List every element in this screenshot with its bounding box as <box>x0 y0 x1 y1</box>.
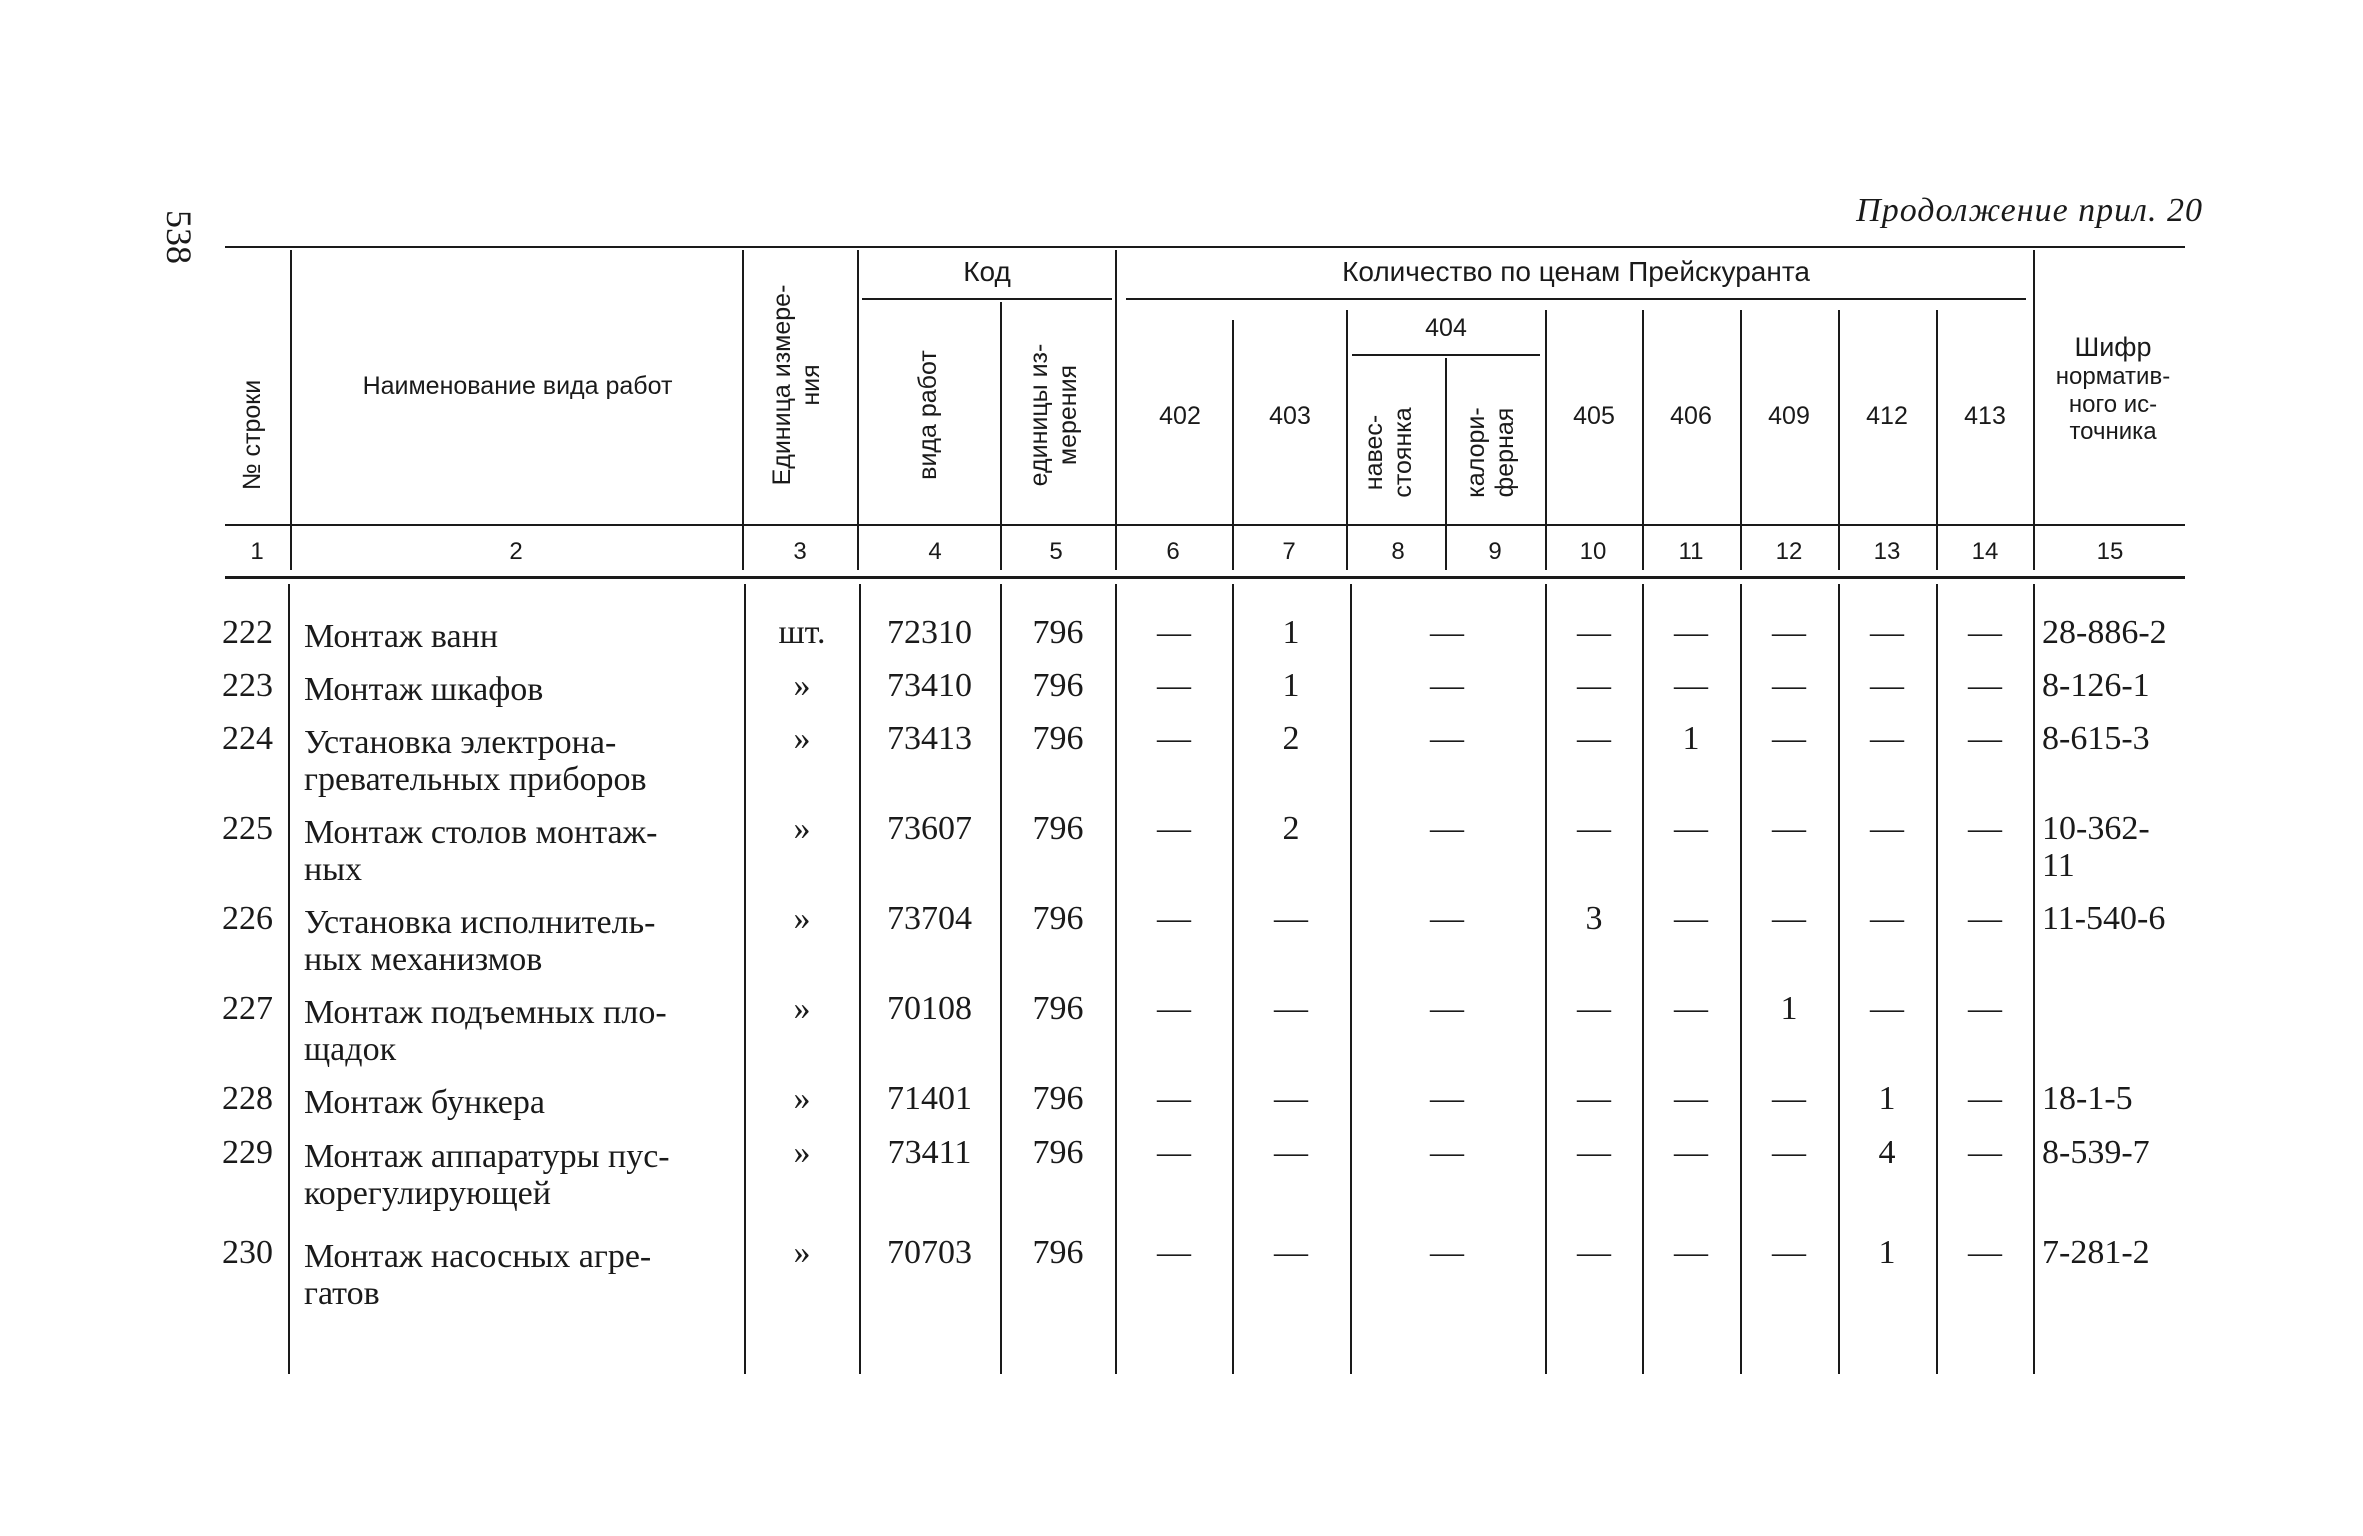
column-number: 11 <box>1678 538 1704 565</box>
vrule <box>1000 584 1002 1374</box>
cell-v412: — <box>1870 720 1904 757</box>
vrule <box>1545 584 1547 1374</box>
column-number: 15 <box>2096 538 2124 565</box>
row-number: 225 <box>222 810 273 847</box>
cell-code: 73410 <box>887 667 972 704</box>
header-qty-group: Количество по ценам Прейскуранта <box>1342 256 1810 287</box>
cell-unit: » <box>793 1134 811 1171</box>
work-name <box>304 671 736 708</box>
column-number: 7 <box>1282 538 1296 565</box>
work-name-line: Монтаж столов монтаж- <box>304 814 658 851</box>
column-number: 9 <box>1488 538 1502 565</box>
work-name-line: гревательных приборов <box>304 761 647 799</box>
column-number: 2 <box>509 538 523 565</box>
column-number: 1 <box>250 538 264 565</box>
column-number: 10 <box>1579 538 1607 565</box>
column-number: 6 <box>1166 538 1180 565</box>
vrule <box>1445 358 1447 570</box>
cell-code: 73411 <box>887 1134 972 1171</box>
cipher <box>2042 1234 2150 1271</box>
cell-v406: — <box>1674 990 1708 1027</box>
cell-v406: — <box>1674 810 1708 847</box>
cell-v413: — <box>1968 667 2002 704</box>
column-number: 8 <box>1391 538 1405 565</box>
cipher-line: 18-1-5 <box>2042 1080 2133 1117</box>
work-name-line: Монтаж шкафов <box>304 671 544 708</box>
header-403: 403 <box>1269 402 1311 430</box>
continuation-caption: Продолжение прил. 20 <box>1856 192 2203 229</box>
work-name-line: Установка исполнитель- <box>304 904 656 941</box>
cell-unit: » <box>793 1234 811 1271</box>
cell-v403: 2 <box>1282 810 1300 847</box>
vrule <box>1838 584 1840 1374</box>
header-work-type: вида работ <box>914 350 942 480</box>
header-code-group: Код <box>963 256 1011 287</box>
cell-v403: 1 <box>1282 667 1300 704</box>
cell-ucode: 796 <box>1032 1080 1084 1117</box>
cell-code: 73413 <box>887 720 972 757</box>
vrule <box>859 584 861 1374</box>
cell-v413: — <box>1968 810 2002 847</box>
cell-v403: 2 <box>1282 720 1300 757</box>
header-cipher: Шифр норматив- ного ис- точника <box>2055 332 2171 446</box>
cell-v413: — <box>1968 720 2002 757</box>
cell-v413: — <box>1968 614 2002 651</box>
work-name <box>304 724 736 799</box>
cipher-line: 8-615-3 <box>2042 720 2150 757</box>
cell-v402: — <box>1157 810 1191 847</box>
cell-v409: — <box>1772 614 1806 651</box>
column-number: 4 <box>928 538 942 565</box>
cell-unit: » <box>793 990 811 1027</box>
vrule <box>742 250 744 570</box>
cell-v412: 4 <box>1878 1134 1896 1171</box>
header-404: 404 <box>1425 314 1467 342</box>
cell-v413: — <box>1968 1134 2002 1171</box>
cell-unit: » <box>793 1080 811 1117</box>
cell-v402: — <box>1157 1234 1191 1271</box>
cell-v406: — <box>1674 614 1708 651</box>
cell-v403: — <box>1274 1234 1308 1271</box>
column-number: 14 <box>1971 538 1999 565</box>
row-number: 223 <box>222 667 273 704</box>
vrule <box>1740 584 1742 1374</box>
cell-v403: 1 <box>1282 614 1300 651</box>
work-name-line: Монтаж бункера <box>304 1084 545 1121</box>
vrule <box>1232 584 1234 1374</box>
cell-ucode: 796 <box>1032 720 1084 757</box>
cell-v406: — <box>1674 667 1708 704</box>
cell-v412: — <box>1870 810 1904 847</box>
cell-v413: — <box>1968 1080 2002 1117</box>
cell-code: 70108 <box>887 990 972 1027</box>
header-409: 409 <box>1768 402 1810 430</box>
cell-v409: — <box>1772 667 1806 704</box>
cipher <box>2042 810 2150 885</box>
cell-v404: — <box>1430 990 1464 1027</box>
cell-v409: — <box>1772 900 1806 937</box>
work-name-line: Установка электрона- <box>304 724 617 761</box>
cell-v409: — <box>1772 1134 1806 1171</box>
cell-unit: » <box>793 900 811 937</box>
vrule <box>1346 310 1348 570</box>
header-unit: Единица измере- ния <box>768 284 825 486</box>
cell-v402: — <box>1157 614 1191 651</box>
cell-unit: » <box>793 810 811 847</box>
cell-v405: 3 <box>1585 900 1603 937</box>
work-name <box>304 618 736 655</box>
cell-v413: — <box>1968 900 2002 937</box>
work-name-line: Монтаж ванн <box>304 618 499 655</box>
cell-v406: 1 <box>1682 720 1700 757</box>
cell-v404: — <box>1430 720 1464 757</box>
vrule <box>1936 584 1938 1374</box>
cell-v402: — <box>1157 1080 1191 1117</box>
cell-v404: — <box>1430 614 1464 651</box>
row-number: 227 <box>222 990 273 1027</box>
column-number: 13 <box>1873 538 1901 565</box>
cell-v412: — <box>1870 990 1904 1027</box>
vrule <box>1232 320 1234 570</box>
cell-ucode: 796 <box>1032 810 1084 847</box>
cell-v405: — <box>1577 720 1611 757</box>
cell-v412: — <box>1870 667 1904 704</box>
work-name-line: Монтаж подъемных пло- <box>304 994 667 1031</box>
cipher-line: 28-886-2 <box>2042 614 2167 651</box>
cell-v406: — <box>1674 1080 1708 1117</box>
vrule <box>857 250 859 570</box>
row-number: 226 <box>222 900 273 937</box>
cipher-line: 11-540-6 <box>2042 900 2166 937</box>
work-name <box>304 1084 736 1121</box>
work-name <box>304 994 736 1069</box>
work-name-line: ных механизмов <box>304 941 543 979</box>
cell-v406: — <box>1674 900 1708 937</box>
cell-v413: — <box>1968 1234 2002 1271</box>
header-404a: навес- стоянка <box>1360 407 1417 498</box>
cell-v404: — <box>1430 1080 1464 1117</box>
header-404b: калори- ферная <box>1462 407 1519 498</box>
cell-ucode: 796 <box>1032 1234 1084 1271</box>
cell-ucode: 796 <box>1032 667 1084 704</box>
cell-v404: — <box>1430 1134 1464 1171</box>
cell-v405: — <box>1577 614 1611 651</box>
cipher-line: 11 <box>2042 847 2075 885</box>
cell-code: 71401 <box>887 1080 972 1117</box>
cipher <box>2042 667 2150 704</box>
cipher <box>2042 1134 2150 1171</box>
cell-ucode: 796 <box>1032 614 1084 651</box>
cell-v412: — <box>1870 900 1904 937</box>
cell-v409: 1 <box>1780 990 1798 1027</box>
cell-unit: » <box>793 720 811 757</box>
header-412: 412 <box>1866 402 1908 430</box>
row-number: 224 <box>222 720 273 757</box>
rule-top <box>225 246 2185 248</box>
cell-v405: — <box>1577 667 1611 704</box>
cell-unit: » <box>793 667 811 704</box>
rule-colnums <box>225 524 2185 526</box>
cell-v413: — <box>1968 990 2002 1027</box>
vrule <box>288 584 290 1374</box>
cipher-line: 10-362- <box>2042 810 2150 847</box>
header-work-name: Наименование вида работ <box>362 372 673 400</box>
header-row-no: № строки <box>238 379 266 491</box>
cell-code: 70703 <box>887 1234 972 1271</box>
vrule <box>1936 310 1938 570</box>
header-413: 413 <box>1964 402 2006 430</box>
cell-v404: — <box>1430 810 1464 847</box>
row-number: 230 <box>222 1234 273 1271</box>
vrule <box>1642 584 1644 1374</box>
vrule <box>1545 310 1547 570</box>
cell-v409: — <box>1772 720 1806 757</box>
column-number: 5 <box>1049 538 1063 565</box>
cell-v409: — <box>1772 1080 1806 1117</box>
cell-v405: — <box>1577 990 1611 1027</box>
cell-v402: — <box>1157 720 1191 757</box>
row-number: 228 <box>222 1080 273 1117</box>
work-name <box>304 1238 736 1313</box>
work-name-line: гатов <box>304 1275 380 1313</box>
cell-v402: — <box>1157 1134 1191 1171</box>
cell-v402: — <box>1157 667 1191 704</box>
header-402: 402 <box>1159 402 1201 430</box>
cell-v405: — <box>1577 1134 1611 1171</box>
cell-unit: шт. <box>778 614 826 651</box>
vrule <box>1115 584 1117 1374</box>
cipher <box>2042 900 2165 937</box>
vrule <box>1642 310 1644 570</box>
rule-404 <box>1352 354 1540 356</box>
page-number: 538 <box>159 210 199 264</box>
cell-v402: — <box>1157 990 1191 1027</box>
cell-ucode: 796 <box>1032 990 1084 1027</box>
work-name <box>304 904 736 979</box>
cell-v404: — <box>1430 667 1464 704</box>
vrule <box>2033 250 2035 570</box>
cell-v404: — <box>1430 1234 1464 1271</box>
row-number: 229 <box>222 1134 273 1171</box>
vrule <box>290 250 292 570</box>
header-406: 406 <box>1670 402 1712 430</box>
cell-v402: — <box>1157 900 1191 937</box>
work-name <box>304 1138 736 1213</box>
vrule <box>744 584 746 1374</box>
cipher-line: 7-281-2 <box>2042 1234 2150 1271</box>
cell-code: 72310 <box>887 614 972 651</box>
cell-v403: — <box>1274 1080 1308 1117</box>
cipher-line: 8-126-1 <box>2042 667 2150 704</box>
cipher-line: 8-539-7 <box>2042 1134 2150 1171</box>
cell-v412: 1 <box>1878 1080 1896 1117</box>
cipher <box>2042 720 2150 757</box>
rule-qty <box>1126 298 2026 300</box>
cell-v403: — <box>1274 990 1308 1027</box>
cell-ucode: 796 <box>1032 900 1084 937</box>
cell-v405: — <box>1577 1234 1611 1271</box>
cell-v406: — <box>1674 1134 1708 1171</box>
cell-v409: — <box>1772 810 1806 847</box>
cell-v412: 1 <box>1878 1234 1896 1271</box>
header-unit-code: единицы из- мерения <box>1025 343 1082 487</box>
work-name-line: Монтаж аппаратуры пус- <box>304 1138 670 1175</box>
cell-v409: — <box>1772 1234 1806 1271</box>
cell-v404: — <box>1430 900 1464 937</box>
cell-v412: — <box>1870 614 1904 651</box>
work-name-line: Монтаж насосных агре- <box>304 1238 652 1275</box>
cell-v405: — <box>1577 810 1611 847</box>
vrule <box>1838 310 1840 570</box>
work-name-line: ных <box>304 851 363 889</box>
vrule <box>1115 250 1117 570</box>
vrule <box>1000 302 1002 570</box>
column-number: 3 <box>793 538 807 565</box>
cipher <box>2042 1080 2133 1117</box>
cell-ucode: 796 <box>1032 1134 1084 1171</box>
vrule <box>2033 584 2035 1374</box>
rule-code <box>862 298 1112 300</box>
work-name <box>304 814 736 889</box>
cipher <box>2042 614 2167 651</box>
work-name-line: щадок <box>304 1031 397 1069</box>
cell-code: 73704 <box>887 900 972 937</box>
vrule <box>1350 584 1352 1374</box>
cell-v405: — <box>1577 1080 1611 1117</box>
cell-v406: — <box>1674 1234 1708 1271</box>
cell-code: 73607 <box>887 810 972 847</box>
cell-v403: — <box>1274 1134 1308 1171</box>
work-name-line: корегулирующей <box>304 1175 551 1213</box>
header-405: 405 <box>1573 402 1615 430</box>
column-number: 12 <box>1775 538 1803 565</box>
vrule <box>1740 310 1742 570</box>
cell-v403: — <box>1274 900 1308 937</box>
row-number: 222 <box>222 614 273 651</box>
rule-body <box>225 576 2185 579</box>
